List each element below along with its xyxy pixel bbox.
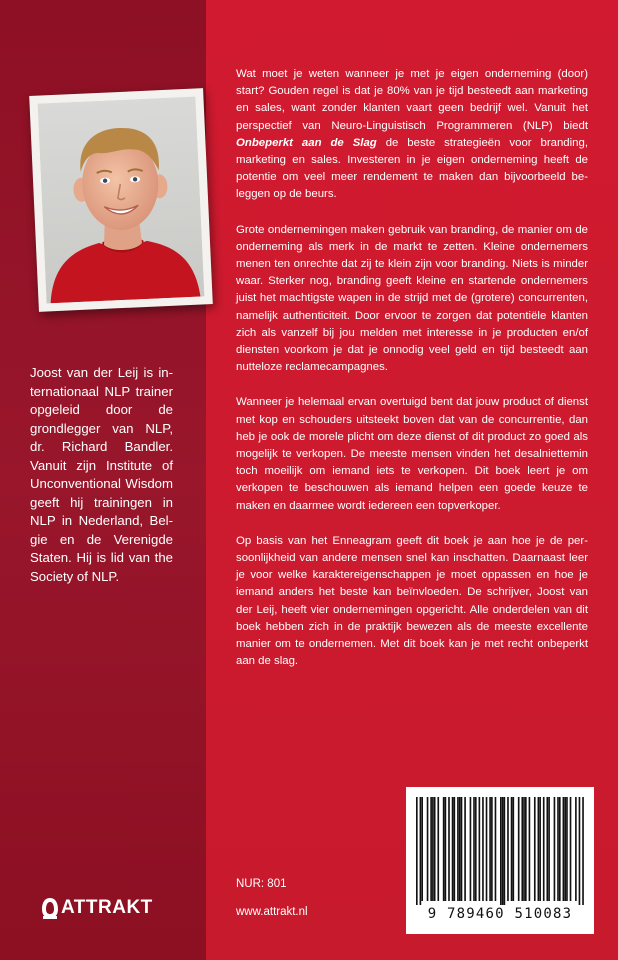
barcode-bar [543, 797, 545, 901]
barcode-bar [434, 797, 436, 901]
barcode-bar [504, 797, 506, 905]
barcode-bar [416, 797, 418, 905]
back-cover-description [236, 66, 588, 689]
barcode-bar [518, 797, 520, 901]
barcode-bar [448, 797, 450, 901]
book-title-emphasis: Onbeperkt aan de Slag [236, 136, 377, 149]
barcode-bar [452, 797, 454, 901]
barcode-bar [443, 797, 445, 901]
barcode-bar [475, 797, 477, 901]
barcode-bar [445, 797, 447, 901]
barcode-bar [457, 797, 459, 901]
publisher-name: ATTRAKT [61, 897, 153, 918]
barcode-bar [525, 797, 527, 901]
barcode-bar [570, 797, 572, 901]
paragraph-branding: Grote ondernemingen maken gebruik van branding, de manier om de onderneming als merk in de markt te zetten. Kleine ondernemers menen ten onrechte dat zij te klein zijn voor branding. Niets is minder waar. Sterker nog, branding geeft kleine en startende ondernemers juist het machtigste wapen in de strijd met de (grotere) concurrenten, namelijk authenticiteit. Door ervoor te zorgen dat potentiële klanten zich als vanzelf bij jou melden met interesse in je producten en/of diensten voorkom je dat je onnodig veel geld en tijd besteedt aan nutteloze reclamecampagnes. [236, 223, 588, 374]
paragraph-enneagram: Op basis van het Enneagram geeft dit boek je aan hoe je de persoonlijkheid van andere mensen snel kan inschatten. Daarnaast leer je voor welke karaktereigenschappen je moet oppassen en hoe je iemand anders het beste kan beïnvloeden. De schrijver, Joost van der Leij, heeft vier ondernemingen opgericht. Alle onderdelen van dit boek hebben zich in de praktijk bewezen als de meeste excellente manier om te ondernemen. Met dit boek kan je met recht onbeperkt aan de slag. [236, 534, 588, 668]
paragraph-intro-before: Wat moet je weten wanneer je met je eigen onderneming (door) start? Gouden regel is dat je 80% van je tijd besteedt aan marketing en sales, want zonder klanten vaart geen bedrijf wel. Vanuit het perspectief van Neuro-Linguistisch Programmeren (NLP) biedt [236, 68, 588, 132]
barcode-bar [495, 797, 497, 901]
barcode-bar [427, 797, 429, 901]
barcode-bar [523, 797, 525, 901]
barcode-bar [559, 797, 561, 901]
barcode-bar [529, 797, 531, 901]
barcode-bar [554, 797, 556, 901]
paragraph-intro [236, 66, 588, 204]
barcode-bar [557, 797, 559, 901]
publisher-logo [40, 895, 153, 921]
isbn-digits: 9 789460 510083 [427, 906, 573, 922]
barcode-bar [502, 797, 504, 905]
barcode-bar [464, 797, 466, 901]
barcode-bar [473, 797, 475, 901]
attrakt-logo-icon [40, 896, 60, 920]
barcode-bar [564, 797, 566, 901]
barcode-bar [546, 797, 548, 901]
barcode-bar [489, 797, 491, 901]
barcode-bar [582, 797, 584, 905]
barcode-bar [482, 797, 484, 901]
barcode-bar [432, 797, 434, 901]
barcode-bar [575, 797, 577, 901]
barcode-bar [538, 797, 540, 901]
barcode-bar [421, 797, 423, 901]
barcode-bar [479, 797, 481, 901]
paragraph-selling: Wanneer je helemaal ervan overtuigd bent dat jouw product of dienst met kop en schouders uitsteekt boven dat van de concurrentie, dan heb je ook de morele plicht om deze dienst of dit product zo goed als mogelijk te verkopen. De meeste mensen vinden het desalniettemin toch moeilijk om iemand iets te verkopen. Dit boek leert je om verkopen te beschouwen als iemand helpen een goede keuze te maken en daarmee wordt iedereen een topverkoper. [236, 396, 588, 512]
barcode-bar [548, 797, 550, 901]
barcode-bar [507, 797, 509, 901]
barcode-bar [563, 797, 565, 901]
barcode-bar [534, 797, 536, 901]
barcode-bar [500, 797, 502, 905]
barcode-bar [461, 797, 463, 901]
isbn-barcode-box [406, 787, 594, 934]
barcode-bar [459, 797, 461, 901]
publisher-website: www.attrakt.nl [236, 906, 308, 918]
barcode-bar [521, 797, 523, 901]
barcode-bar [486, 797, 488, 901]
barcode-bar [491, 797, 493, 901]
barcode-bar [430, 797, 432, 901]
barcode-bar [454, 797, 456, 901]
barcode-bar [437, 797, 439, 901]
barcode-bar [566, 797, 568, 901]
barcode-bar [539, 797, 541, 901]
barcode-bar [513, 797, 515, 901]
barcode-bar [470, 797, 472, 901]
author-portrait-photo [38, 97, 205, 304]
barcode-bar [420, 797, 422, 905]
author-bio: Joost van der Leij is internationaal NLP trainer opgeleid door de grondlegger van NLP, dr. Richard Bandler. Vanuit zijn Institute of Unconventional Wisdom geeft hij trainingen in NLP in Nederland, Belgie en de Verenigde Staten. Hij is lid van the Society of NLP. [30, 365, 173, 584]
paragraph-intro-after: de beste strategieën voor branding, marketing en sales. Investeren in je eigen onderneming heeft de potentie om veel meer rendement te maken dan bijvoorbeeld beleggen op de beurs. [236, 136, 589, 201]
isbn-barcode [416, 797, 584, 905]
author-photo-frame [29, 88, 213, 312]
nur-code: NUR: 801 [236, 878, 287, 890]
barcode-bar [579, 797, 581, 905]
barcode-bar [511, 797, 513, 901]
